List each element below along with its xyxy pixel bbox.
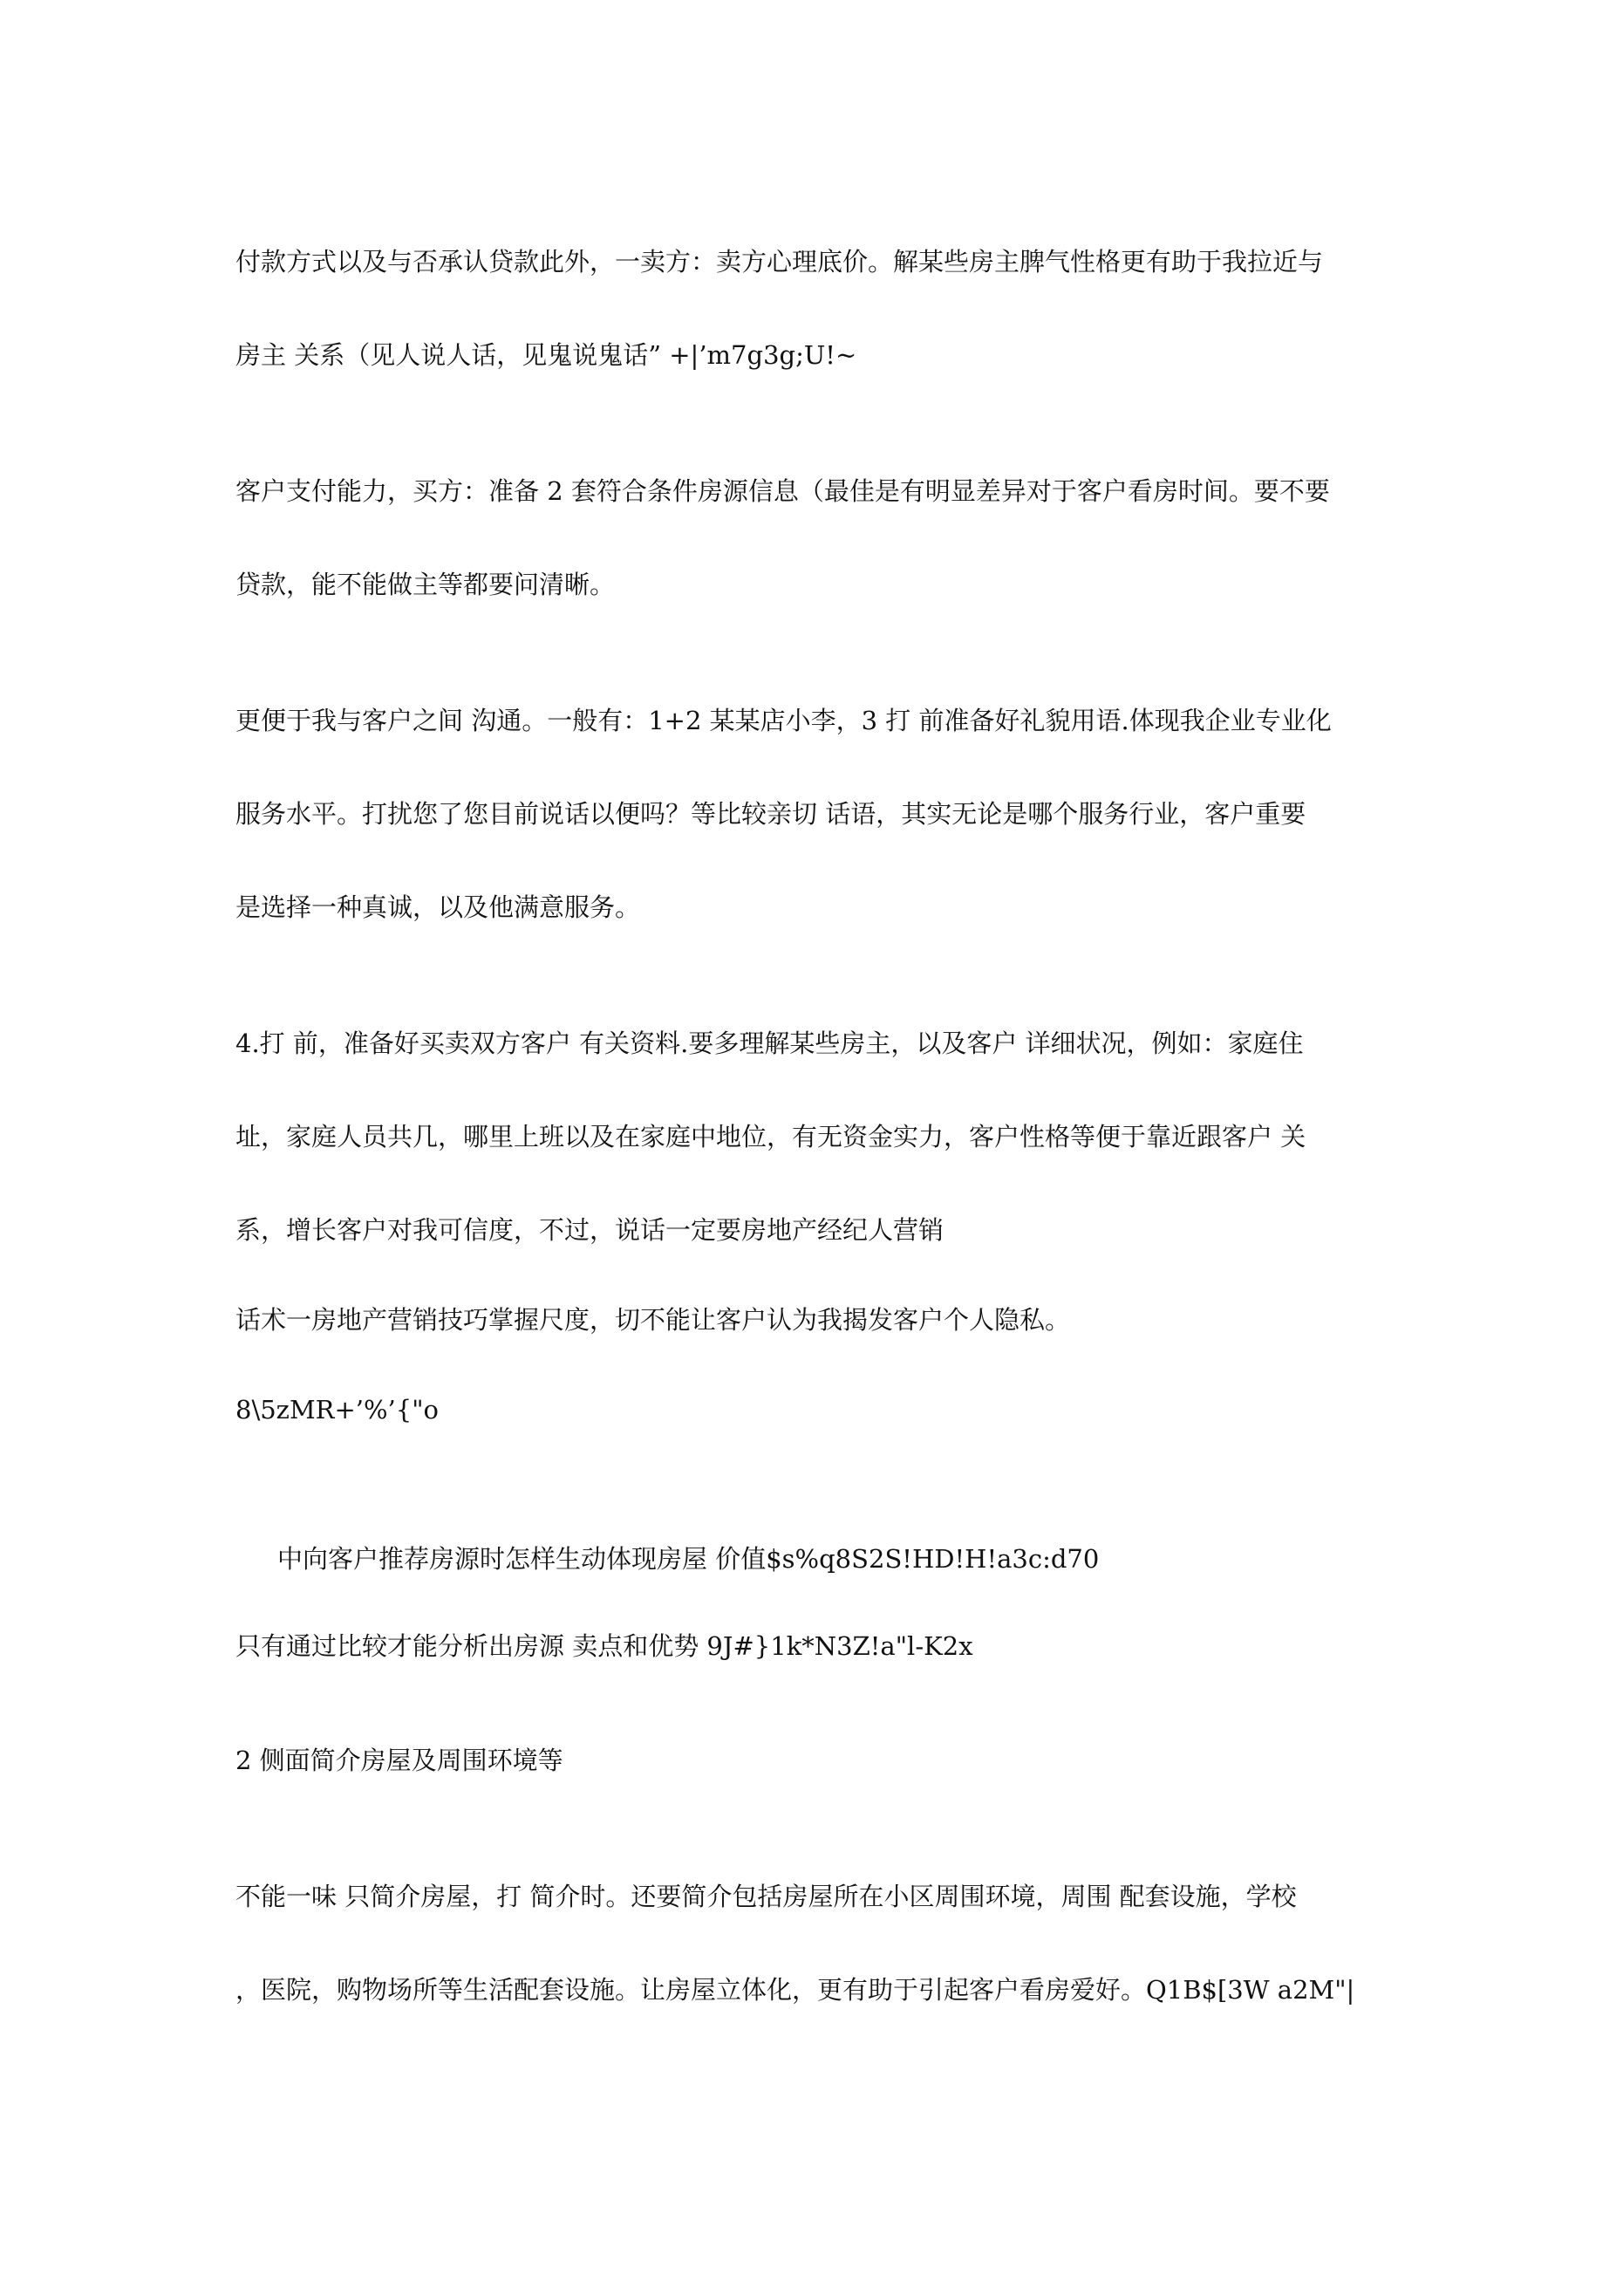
text-line: 付款方式以及与否承认贷款此外，一卖方：卖方心理底价。解某些房主脾气性格更有助于我拉近与 (235, 247, 1324, 277)
text-line: 贷款，能不能做主等都要问清晰。 (235, 570, 616, 599)
text-line: 是选择一种真诚，以及他满意服务。 (235, 892, 641, 922)
text-line: 只有通过比较才能分析出房源 卖点和优势 9J#}1k*N3Z!a"l-K2x (235, 1631, 973, 1661)
text-line: 客户支付能力，买方：准备 2 套符合条件房源信息（最佳是有明显差异对于客户看房时间。要不要 (235, 476, 1330, 506)
text-line: 中向客户推荐房源时怎样生动体现房屋 价值$s%q8S2S!HD!H!a3c:d70 (277, 1544, 1100, 1574)
text-line: 2 侧面简介房屋及周围环境等 (235, 1746, 563, 1775)
text-line: 服务水平。打扰您了您目前说话以便吗？等比较亲切 话语，其实无论是哪个服务行业，客户重要 (235, 799, 1306, 829)
text-line: ，医院，购物场所等生活配套设施。让房屋立体化，更有助于引起客户看房爱好。Q1B$[3W a2M"| (235, 1975, 1355, 2005)
text-line: 房主 关系（见人说人话，见鬼说鬼话” +|’m7g3g;U!~ (235, 340, 857, 370)
text-line: 8\5zMR+’%’{"o (235, 1395, 440, 1425)
text-line: 不能一味 只简介房屋，打 简介时。还要简介包括房屋所在小区周围环境，周围 配套设施，学校 (235, 1882, 1297, 1911)
text-line: 更便于我与客户之间 沟通。一般有：1+2 某某店小李，3 打 前准备好礼貌用语.体现我企业专业化 (235, 706, 1332, 735)
text-line: 址，家庭人员共几，哪里上班以及在家庭中地位，有无资金实力，客户性格等便于靠近跟客户 关 (235, 1122, 1306, 1151)
text-line: 4.打 前，准备好买卖双方客户 有关资料.要多理解某些房主，以及客户 详细状况，例如：家庭住 (235, 1028, 1304, 1058)
text-line: 系，增长客户对我可信度，不过，说话一定要房地产经纪人营销 (235, 1215, 944, 1245)
text-line: 话术一房地产营销技巧掌握尺度，切不能让客户认为我揭发客户个人隐私。 (235, 1305, 1071, 1335)
